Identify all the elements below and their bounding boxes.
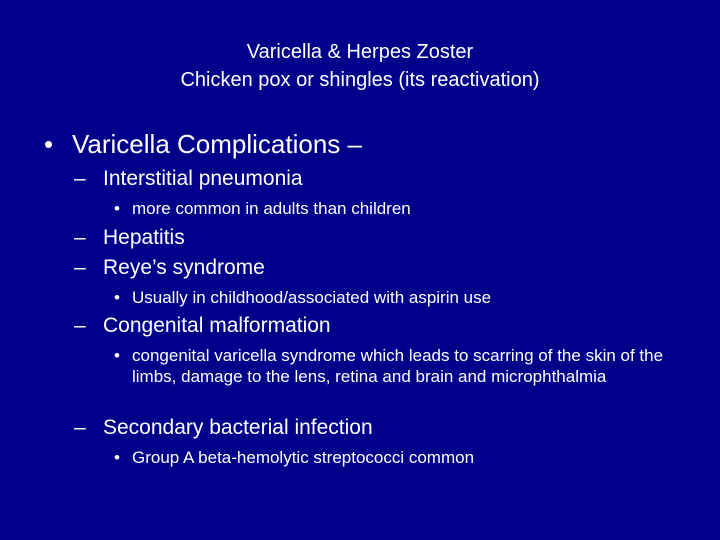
note-interstitial-pneumonia: [114, 198, 684, 219]
note-text: congenital varicella syndrome which leads to scarring of the skin of the limbs, damage to the lens, retina and brain and microphthalmia: [132, 346, 664, 386]
note-reyes-syndrome: [114, 287, 684, 308]
main-bullet: [44, 128, 362, 160]
bullet-icon: •: [114, 448, 120, 467]
sub-bullet-text: Secondary bacterial infection: [103, 416, 373, 439]
sub-bullet-hepatitis: [74, 224, 185, 252]
sub-bullet-reyes-syndrome: [74, 254, 265, 282]
sub-bullet-text: Hepatitis: [103, 226, 185, 249]
note-text: more common in adults than children: [132, 199, 411, 218]
dash-icon: –: [74, 167, 86, 190]
slide-title: [0, 38, 720, 94]
note-congenital-malformation: [114, 345, 684, 387]
sub-bullet-interstitial-pneumonia: [74, 165, 303, 193]
sub-bullet-congenital-malformation: [74, 312, 331, 340]
note-text: Group A beta-hemolytic streptococci common: [132, 448, 475, 467]
main-bullet-text: Varicella Complications –: [72, 129, 362, 159]
sub-bullet-secondary-bacterial-infection: [74, 414, 373, 442]
note-text: Usually in childhood/associated with aspirin use: [132, 288, 492, 307]
dash-icon: –: [74, 256, 86, 279]
note-secondary-bacterial-infection: [114, 447, 684, 468]
bullet-icon: •: [114, 288, 120, 307]
bullet-icon: •: [114, 199, 120, 218]
dash-icon: –: [74, 226, 86, 249]
sub-bullet-text: Interstitial pneumonia: [103, 167, 303, 190]
sub-bullet-text: Reye’s syndrome: [103, 256, 265, 279]
bullet-icon: •: [114, 346, 120, 365]
dash-icon: –: [74, 416, 86, 439]
sub-bullet-text: Congenital malformation: [103, 314, 331, 337]
dash-icon: –: [74, 314, 86, 337]
slide-title-line-1: Varicella & Herpes Zoster: [246, 41, 474, 63]
slide-title-line-2: Chicken pox or shingles (its reactivation): [180, 69, 540, 91]
bullet-icon: •: [44, 129, 54, 159]
